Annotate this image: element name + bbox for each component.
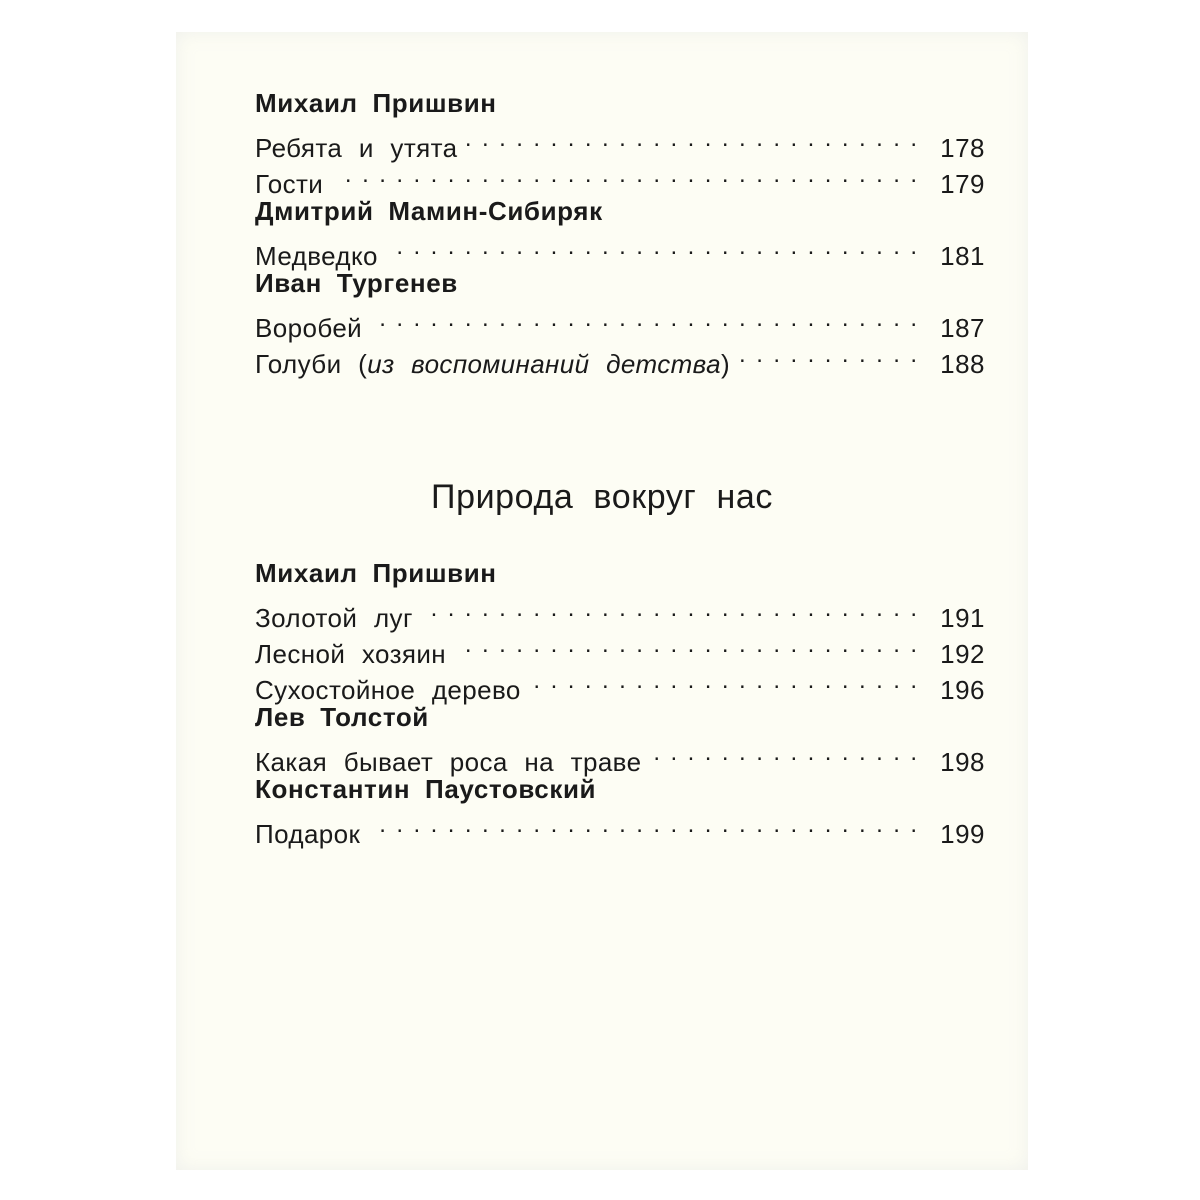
toc-entry-title: Медведко [255,241,378,271]
toc-author: Дмитрий Мамин-Сибиряк [255,196,603,226]
toc-entry [255,301,985,343]
toc-author: Лев Толстой [255,702,429,732]
dot-leader [333,157,919,193]
toc-page-number: 187 [940,313,985,343]
toc-entry-title: Золотой луг [255,603,413,633]
toc-entry [255,807,985,849]
toc-entry-title: Лесной хозяин [255,639,447,669]
dot-leader [531,663,919,699]
toc-page-number: 181 [940,241,985,271]
dot-leader [651,735,919,771]
toc-entry [255,121,985,163]
section-title: Природа вокруг нас [431,478,773,516]
toc-entry [255,337,985,379]
toc-entry-title [255,346,730,382]
toc-entry-title: Гости [255,169,324,199]
dot-leader [456,627,919,663]
toc-entry [255,591,985,633]
toc-page-number: 179 [940,169,985,199]
toc-page-number: 188 [940,349,985,379]
toc-entry-title: Воробей [255,313,363,343]
toc-entry-title-start: Голуби ( [255,349,368,379]
toc-page-number: 199 [940,819,985,849]
toc-author: Михаил Пришвин [255,558,497,588]
dot-leader [388,229,919,265]
toc-entry-title-italic: из воспоминаний детства [367,349,721,379]
toc-entry-title-end: ) [720,349,730,379]
toc-entry-title: Ребята и утята [255,133,458,163]
toc-entry-title: Подарок [255,819,361,849]
toc-entry-title: Какая бывает роса на траве [255,747,642,777]
dot-leader [370,807,919,843]
toc-entry [255,157,985,199]
dot-leader [423,591,919,627]
toc-author: Михаил Пришвин [255,88,497,118]
toc-page-number: 196 [940,675,985,705]
toc-page-number: 192 [940,639,985,669]
toc-page-number: 191 [940,603,985,633]
dot-leader [372,301,919,337]
dot-leader [740,337,919,373]
dot-leader [467,121,919,157]
toc-page-number: 178 [940,133,985,163]
toc-page-number: 198 [940,747,985,777]
toc-entry [255,735,985,777]
toc-section-1 [255,85,985,379]
toc-author: Константин Паустовский [255,774,597,804]
toc-entry-title: Сухостойное дерево [255,675,521,705]
toc-section-2 [255,555,985,849]
toc-author: Иван Тургенев [255,268,458,298]
toc-entry [255,229,985,271]
